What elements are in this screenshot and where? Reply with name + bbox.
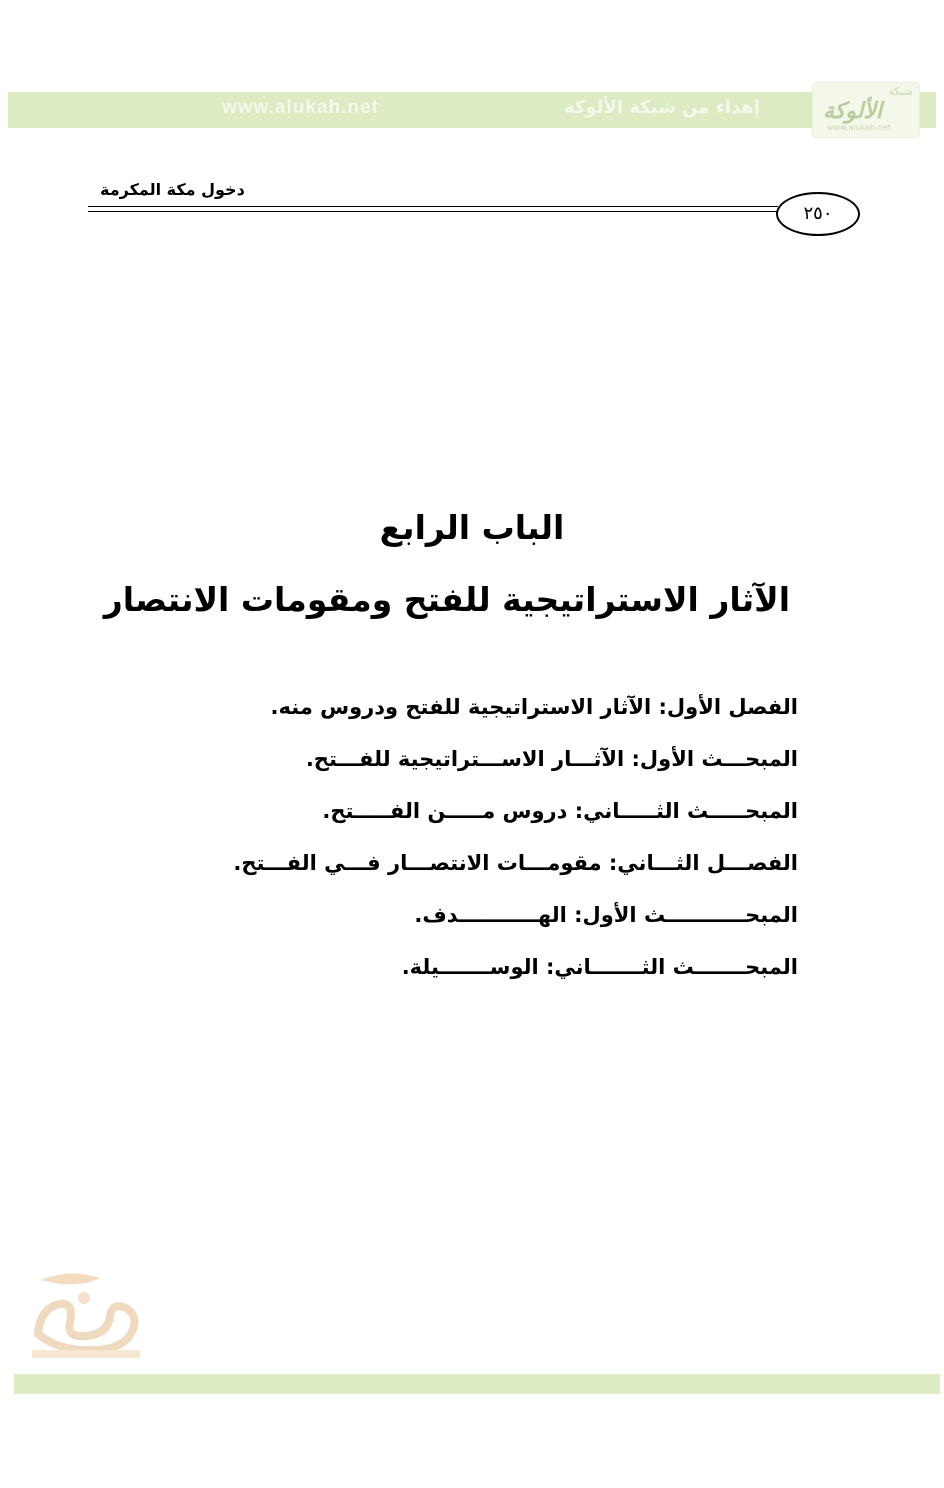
alukah-logo-main: الألوكة xyxy=(823,99,882,124)
part-subtitle: الآثار الاستراتيجية للفتح ومقومات الانتصار xyxy=(103,580,790,619)
toc-list xyxy=(233,690,798,1002)
running-title: دخول مكة المكرمة xyxy=(100,180,245,199)
new-and-exclusive-watermark-icon xyxy=(30,1264,142,1360)
banner-url: www.alukah.net xyxy=(222,97,379,118)
alukah-logo-top: شبكة xyxy=(888,85,913,98)
bottom-banner xyxy=(14,1374,940,1394)
header-rule xyxy=(88,206,778,212)
alukah-logo xyxy=(812,82,920,138)
part-title: الباب الرابع xyxy=(379,508,565,547)
alukah-logo-url: www.alukah.net xyxy=(827,123,891,132)
banner-gift-text: إهداء من شبكة الألوكة xyxy=(564,97,760,118)
page-number: ٢٥٠ xyxy=(776,192,860,236)
toc-line: الفصل الأول: الآثار الاستراتيجية للفتح ودروس منه. xyxy=(270,695,798,719)
toc-line: المبحـــــــــــث الأول: الهـــــــــــدف. xyxy=(414,903,798,927)
toc-line: المبحـــــث الثـــــاني: دروس مـــــن الفـــــتح. xyxy=(322,799,798,823)
toc-line: الفصـــل الثـــاني: مقومـــات الانتصـــار فـــي الفـــتح. xyxy=(233,851,798,875)
top-banner xyxy=(8,92,936,128)
toc-line: المبحـــــــث الثـــــــاني: الوســـــــيلة. xyxy=(401,955,798,979)
toc-line: المبحـــث الأول: الآثـــار الاســـتراتيجية للفـــتح. xyxy=(305,747,798,771)
